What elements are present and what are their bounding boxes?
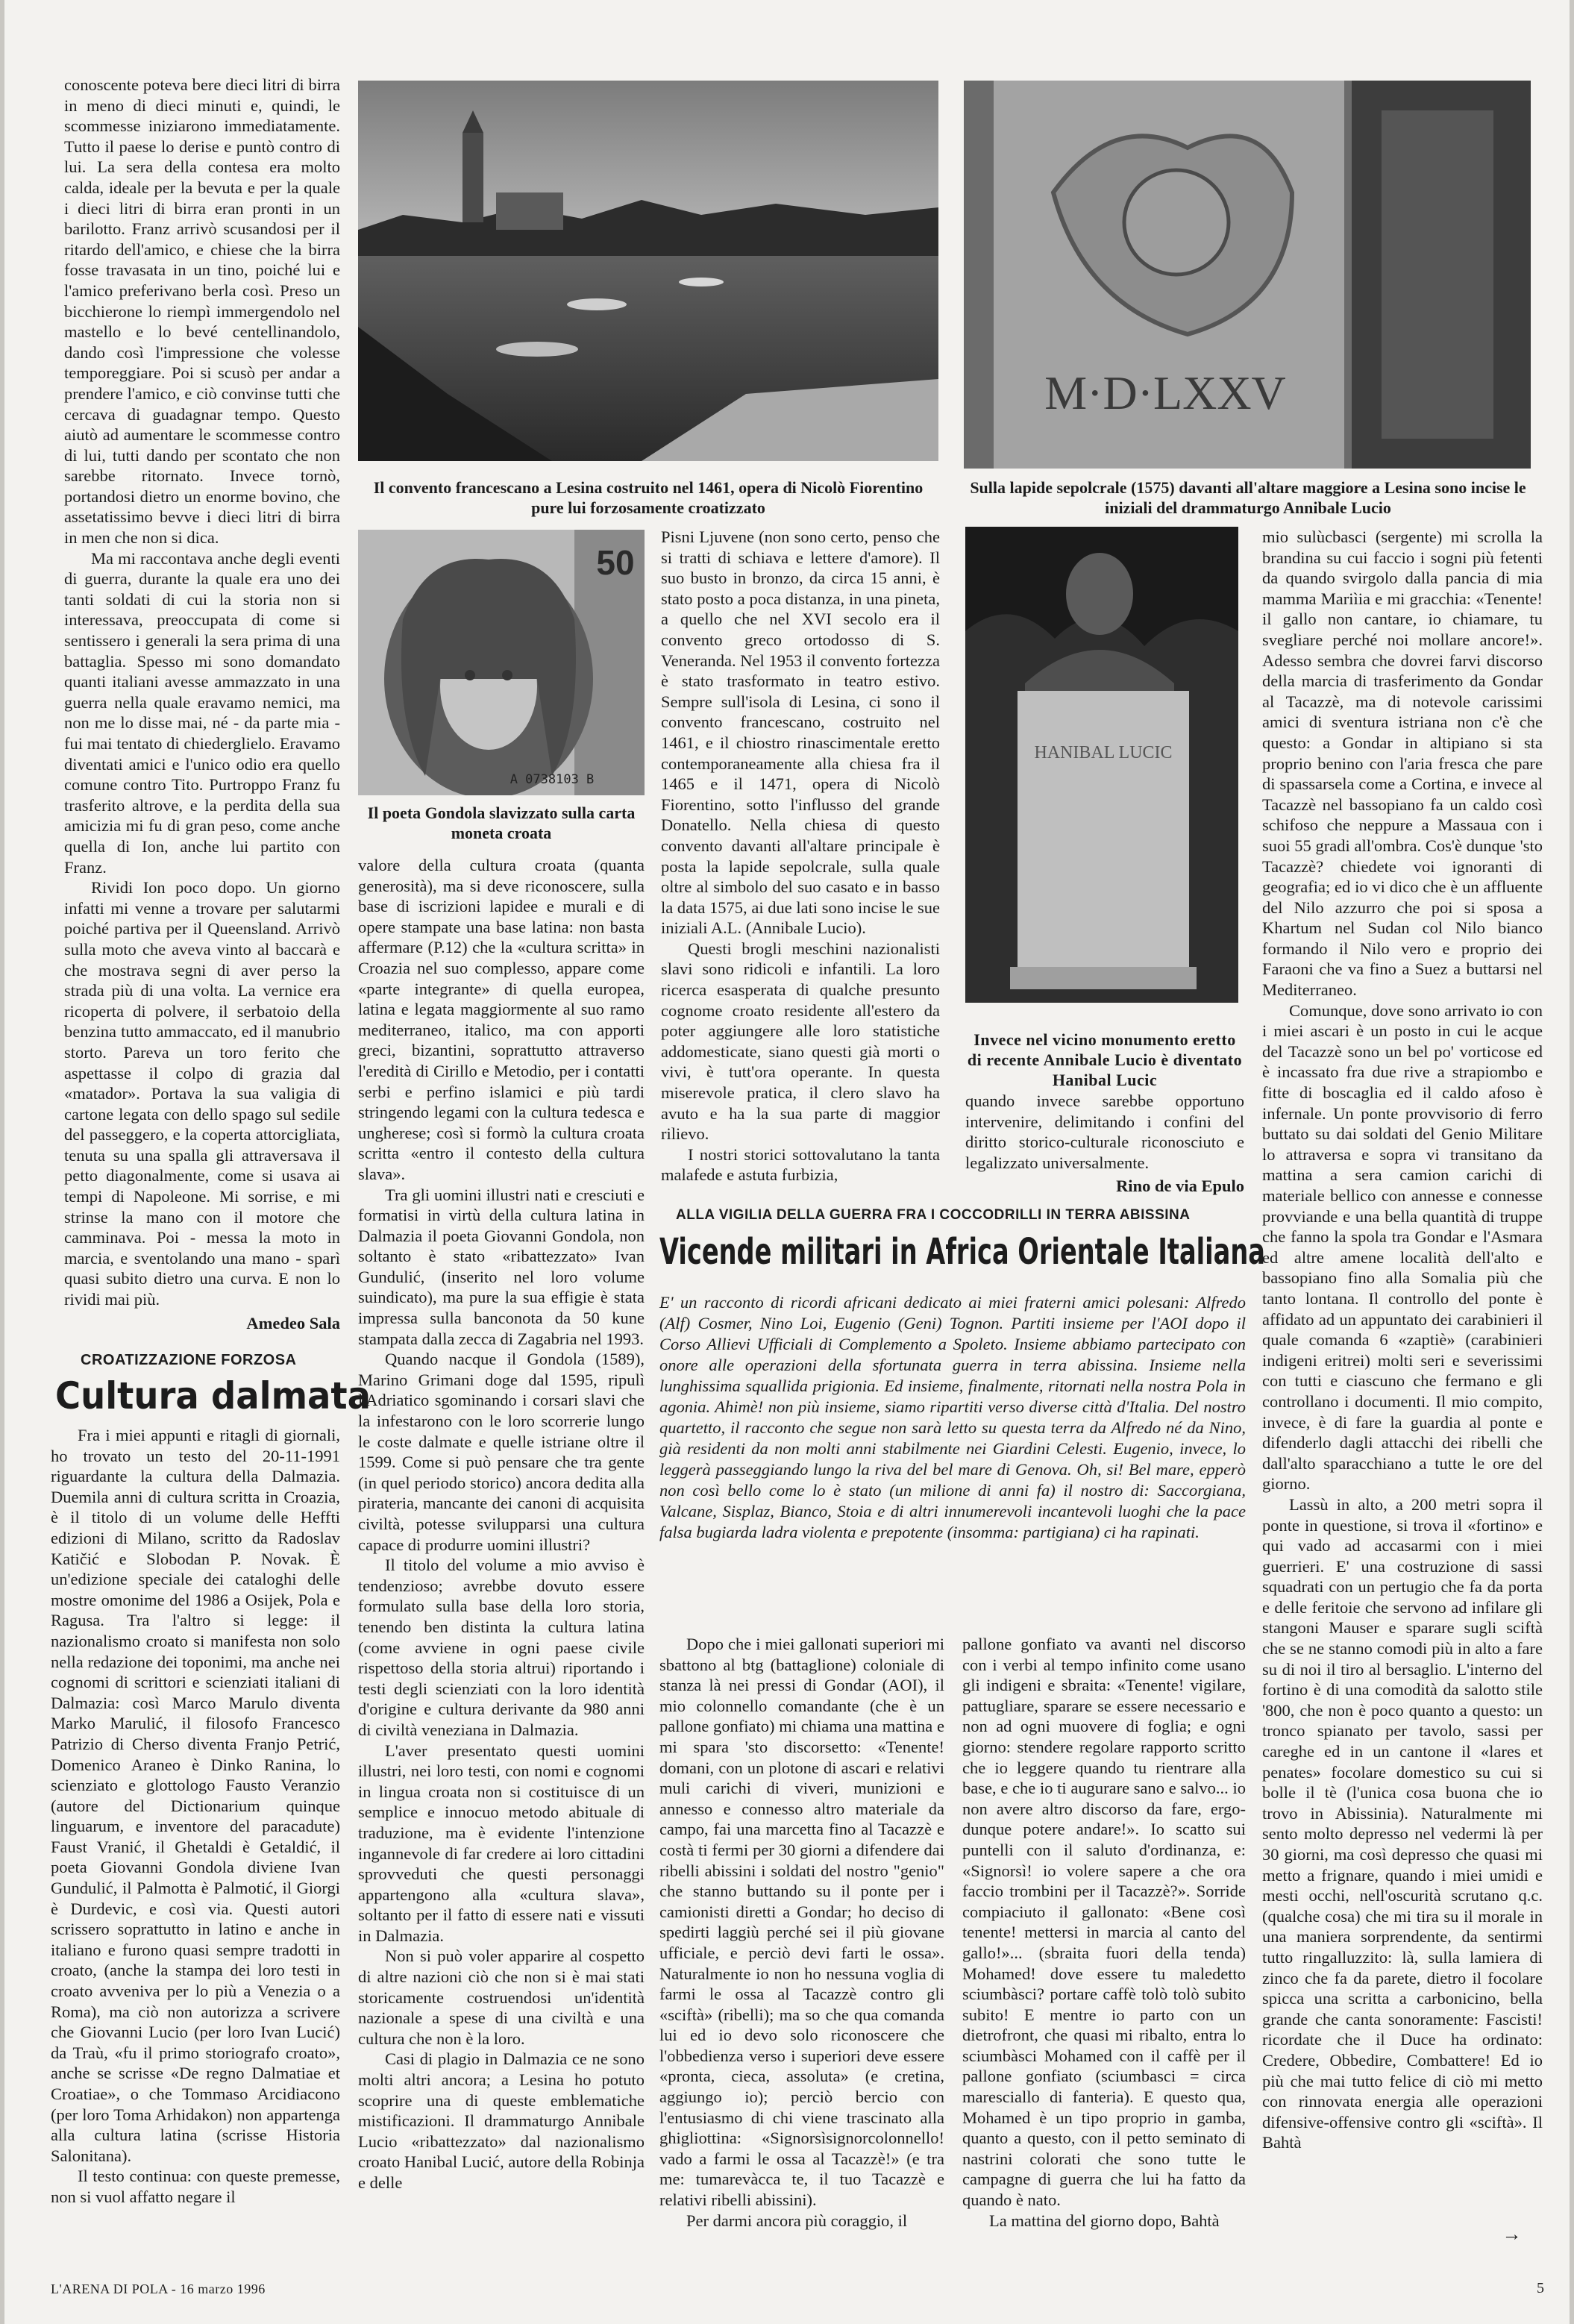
author-signature: Amedeo Sala bbox=[246, 1313, 340, 1332]
paragraph: Rividi Ion poco dopo. Un giorno infatti mi venne a trovare per salutarmi poiché partiva per il Queensland. Arrivò sulla moto che aveva vinto al baccarà e che mostrava segni di aver perso la strada più di una volta. La vernice era ricoperta di polvere, il serbatoio della benzina tutto ammaccato, ed il manubrio storto. Pareva un toro ferito che aspettasse il colpo di grazia dal «matador». Portava la sua valigia di cartone legata con dello spago sul sedile del passeggero, e la coperta attorcigliata, tenuta su una spalla gli attraversava il petto diagonalmente, come si usava ai tempi di Napoleone. Mi sorrise, e mi strinse la mano con il motore che camminava. Poi - messa la moto in marcia, e sventolando una mano - sparì quasi subito dietro una curva. E non lo rividi mai più. bbox=[64, 878, 340, 1309]
section-kicker: CROATIZZAZIONE FORZOSA bbox=[81, 1352, 297, 1368]
paragraph: Quando nacque il Gondola (1589), Marino Grimani doge dal 1595, ripulì l'Adriatico sgominando i corsari slavi che la infestarono con le loro scorrerie lungo le coste dalmate e quelle istriane oltre il 1599. Come si può pensare che tra gente (in quel periodo storico) ancora dedita alla pirateria, mancante dei canoni di acquisita civiltà, potesse svilupparsi una cultura capace di produrre uomini illustri? bbox=[358, 1350, 645, 1554]
paragraph: Per darmi ancora più coraggio, il bbox=[686, 2211, 908, 2230]
article-intro: E' un racconto di ricordi africani dedicato ai miei fraterni amici polesani: Alfredo (Alf) Cosmer, Nino Loi, Eugenio (Geni) Tognon. Partiti insieme per l'AOI dopo il Corso Allievi Ufficiali di Complemento a Spoleto. Insieme abbiamo partecipato con onore alle operazioni della sfortunata guerra in terra abissina. Insieme nella lunghissima squallida prigionia. Ed insieme, finalmente, ritornati nella nostra Pola in agonia. Ahimè! non più insieme, siamo ripartiti verso diverse città d'Italia. Del nostro quartetto, il racconto che segue non sarà letto su questa terra da Alfredo né da Nino, già residenti da non molti anni stabilmente nei Giardini Celesti. Eugenio, invece, lo leggerà passeggiando lungo la riva del bel mare di Genova. Oh, si! Bel mare, epperò non così bello come lo è stato (un milione di anni fa) il nostro di: Saccorgiana, Valcane, Sisplaz, Bianco, Stoia e di altri innumerevoli incantevoli luoghi che la pace falsa bugiarda ladra violenta e prepotente (insomma: partigiana) ci ha rapinati. bbox=[659, 1293, 1246, 1541]
publication-date: 16 marzo 1996 bbox=[180, 2281, 266, 2296]
convent-photo-caption: Il convento francescano a Lesina costruito nel 1461, opera di Nicolò Fiorentino pure lui forzosamente croatizzato bbox=[373, 478, 924, 517]
continue-arrow: → bbox=[1502, 2223, 1522, 2245]
paragraph: I nostri storici sottovalutano la tanta malafede e astuta furbizia, bbox=[661, 1144, 940, 1185]
paragraph: valore della cultura croata (quanta generosità), ma si deve riconoscere, sulla base di iscrizioni lapidee e murali e di opere stampate una base latina: non basta affermare (P.12) che la «cultura scritta» in Croazia nel suo complesso, appare come «parte integrante» di quella europea, latina e legata maggiormente al suo ramo mediterraneo, italico, ma con apporti greci, bizantini, soprattutto attraverso l'eredità di Cirillo e Metodio, per i contatti serbi e perfino islamici e più tardi stringendo legami con la cultura tedesca e ungherese; così si formò la cultura croata scritta «entro il contesto della cultura slava». bbox=[358, 856, 645, 1183]
paragraph: Non si può voler apparire al cospetto di altre nazioni ciò che non si è mai stati storicamente costruendosi un'identità nazionale a spese di una civiltà e una cultura che non è la loro. bbox=[358, 1946, 645, 2048]
paragraph: Fra i miei appunti e ritagli di giornali, ho trovato un testo del 20-11-1991 riguardante la cultura della Dalmazia. Duemila anni di cultura scritta in Croazia, è il titolo di un volume delle Heffti edizioni di Milano, scritto da Radoslav Katičić e Slobodan P. Novak. È un'edizione speciale dei cataloghi delle mostre omonime del 1986 a Osijek, Pola e Ragusa. Tra l'altro si legge: il nazionalismo croato si manifesta non solo nella redazione dei toponimi, ma anche nei cognomi di scrittori e scienziati italiani di Dalmazia: così Marco Marulo diventa Marko Marulić, il filosofo Francesco Patrizio di Cherso diventa Franjo Petrić, Domenico Araneo è Dinko Ranina, lo scienziato e glottologo Fausto Veranzio (autore del Dictionarium quinque linguarum, e inventore del paracadute) Faust Vranić, il Ghetaldi è Getaldić, il poeta Giovanni Gondola diviene Ivan Gundulić, il Palmotta è Palmotić, il Giorgi è Durdevic, e così via. Questi autori scrissero soprattutto in latino e anche in italiano e furono quasi sempre tradotti in croato, (anche la stampa dei loro testi in croato avveniva per lo più a Venezia o a Roma), ma ciò non autorizza a scrivere che Giovanni Lucio (per loro Ivan Lucić) da Traù, «fu il primo storiografo croato», anche se scrisse «De regno Dalmatiae et Croatiae», o che Tommaso Arcidiacono (per loro Toma Arhidakon) non appartenga alla cultura latina (scrisse Historia Salonitana). bbox=[51, 1426, 340, 2165]
article-headline: Cultura dalmata bbox=[55, 1374, 371, 1418]
article-3-column-1 bbox=[659, 1634, 944, 2231]
paragraph: Il testo continua: con queste premesse, non si vuol affatto negare il bbox=[51, 2167, 340, 2206]
tomb-slab-photo bbox=[964, 81, 1531, 469]
page-edge-right bbox=[1570, 0, 1574, 2324]
paragraph: Tra gli uomini illustri nati e cresciuti e formatisi in virtù della cultura latina in Dalmazia il poeta Giovanni Gondola, non soltanto è stato «ribattezzato» Ivan Gundulić, (inserito nel loro volume suindicato), ma pure la sua effigie è stata impressa sulla banconota da 50 kune stampata dalla zecca di Zagabria nel 1993. bbox=[358, 1185, 645, 1348]
paragraph: Ma mi raccontava anche degli eventi di guerra, durante la quale era uno dei tanti soldati di cui la storia non si interessava, preoccupata di come si sentissero i generali la sera prima di una battaglia. Spesso mi sono domandato quanti italiani avesse ammazzato in una guerra nella quale eravamo nemici, ma non me lo disse mai, né - da parte mia - fui mai tentato di chiederglielo. Eravamo diventati amici e l'unico odio era quello comune contro Tito. Purtroppo Franz fu trasferito altrove, e la perdita della sua amicizia mi fu di gran peso, come anche quella di Ion, anche lui partito con Franz. bbox=[64, 548, 340, 877]
article-3-column-3 bbox=[1262, 527, 1543, 2153]
paragraph: Comunque, dove sono arrivato io con i miei ascari è un posto in cui le acque del Tacazzè sono un bel po' vorticose ed è incassato fra due rive a strapiombo e fitte di boscaglia ed il caldo afoso è infernale. Un ponte provvisorio di ferro buttato su dai soldati del Genio Militare lo attraversa e sopra vi transitano da mattina a sera camion carichi di materiale bellico con annesse e connesse provviande e una bella quantità di truppe che fanno la spola tra Gondar e l'Asmara ed altre amene località dell'alto e bassopiano fino alla Somalia più che tanto lontana. Il controllo del ponte è affidato ad un appuntato dei carabinieri il quale comanda 6 «zaptiè» (carabinieri indigeni eritrei) molti seri e severissimi con tutti e ciascuno che fermano e gli controllano i documenti. Il mio compito, invece, è di fare la guardia al ponte e difenderlo dagli attacchi dei ribelli che dall'alto sparacchiano a tutte le ore del giorno. bbox=[1262, 1000, 1543, 1494]
article-headline: Vicende militari in Africa Orientale Italiana bbox=[659, 1231, 1265, 1273]
paragraph: La mattina del giorno dopo, Bahtà bbox=[989, 2211, 1220, 2230]
banknote-caption: Il poeta Gondola slavizzato sulla carta moneta croata bbox=[367, 804, 636, 842]
monument-inscription: HANIBAL LUCIC bbox=[1034, 743, 1173, 762]
paragraph: L'aver presentato questi uomini illustri, nei loro testi, con nomi e cognomi in lingua croata non si costituisce di un semplice e innocuo metodo abituale di traduzione, ma è evidente l'intenzione ingannevole di far credere ai loro cittadini sprovveduti che questi personaggi appartengono alla «cultura slava», soltanto per il fatto di essere nati e vissuti in Dalmazia. bbox=[358, 1741, 645, 1945]
convent-photo-image bbox=[358, 81, 938, 461]
article-2-column-4 bbox=[965, 1091, 1244, 1197]
banknote-serial: A 0738103 B bbox=[509, 772, 595, 787]
tomb-slab-image bbox=[964, 81, 1531, 469]
page-number: 5 bbox=[1537, 2280, 1545, 2296]
monument-caption: Invece nel vicino monumento eretto di recente Annibale Lucio è diventato Hanibal Lucic bbox=[967, 1030, 1243, 1089]
paragraph: conoscente poteva bere dieci litri di birra in meno di dieci minuti e, quindi, le scommesse iniziarono immediatamente. Tutto il paese lo derise e puntò contro di lui. La sera della contesa era molto calda, ideale per la bevuta e per la quale i dieci litri di birra eran pronti in un barilotto. Franz arrivò scusandosi per il ritardo dell'amico, e chiese che la birra fosse travasata in un tino, poiché lui e l'amico preferivano berla così. Preso un bicchierone lo riempì immergendolo nel mastello e lo bevé centellinandolo, dando così l'impressione che volesse temporeggiare. Poi si scusò per andar a prendere l'amico, e ciò convinse tutti che cercava di guadagnar tempo. Questo aiutò ad aumentare le scommesse contro di lui, tutti dando per scontato che non sarebbe ritornato. Invece tornò, portandosi dietro un enorme bovino, che assetatissimo bevve i dieci litri di birra in men che non si dica. bbox=[64, 75, 340, 548]
banknote-image bbox=[358, 530, 645, 795]
paragraph: quando invece sarebbe opportuno intervenire, delimitando i confini del diritto storico-culturale riconosciuto e legalizzato universalmente. bbox=[965, 1091, 1244, 1172]
monument-image bbox=[965, 527, 1238, 1003]
footer-separator: - bbox=[171, 2281, 181, 2296]
publication-name: L'ARENA DI POLA bbox=[51, 2281, 168, 2296]
section-kicker: ALLA VIGILIA DELLA GUERRA FRA I COCCODRILLI IN TERRA ABISSINA bbox=[676, 1207, 1191, 1223]
paragraph: Casi di plagio in Dalmazia ce ne sono molti altri ancora; a Lesina ho potuto scoprire una di queste emblematiche mistificazioni. Il drammaturgo Annibale Lucio «ribattezzato» dal nazionalismo croato Hanibal Lucić, autore della Robinja e delle bbox=[358, 2049, 645, 2192]
article-2-column-1 bbox=[51, 1425, 340, 2208]
paragraph: Dopo che i miei gallonati superiori mi sbattono al btg (battaglione) coloniale di stanza là nei pressi di Gondar (AOI), il mio colonnello comandante (che è un pallone gonfiato) mi chiama una mattina e mi spara 'sto discorsetto: «Tenente! domani, con un plotone di ascari e relativi muli carichi di viveri, munizioni e annesso e connesso altro materiale da campo, fai una marcetta fino al Tacazzè e costà ti fermi per 30 giorni a difendere dai ribelli abissini i soldati del nostro "genio" che stanno buttando su il ponte per i camionisti diretti a Gondar; ho deciso di spedirti laggiù perché sei il più giovane ufficiale, e perciò devi farti le ossa». Naturalmente io non ho nessuna voglia di farmi le ossa al Tacazzè contro gli «sciftà» (ribelli); ma so che qua comanda lui ed io devo solo riconoscere che l'obbedienza verso i superiori deve essere «pronta, cieca, assoluta» (e cretina, aggiungo io); perciò bercio con l'entusiasmo di chi viene trascinato alla ghigliottina: «Signorsìsignorcolonnello! vado a farmi le ossa al Tacazzè!» (e tra me: tumarevàcca te, il tuo Tacazzè e relativi ribelli abissini). bbox=[659, 1635, 944, 2210]
tomb-photo-caption: Sulla lapide sepolcrale (1575) davanti all'altare maggiore a Lesina sono incise le iniziali del drammaturgo Annibale Lucio bbox=[970, 478, 1526, 517]
newspaper-page bbox=[4, 0, 1570, 2324]
article-3-column-2 bbox=[962, 1634, 1246, 2231]
paragraph: Il titolo del volume a mio avviso è tendenzioso; avrebbe dovuto essere formulato sulla base della loro storia, tenendo ben distinta la cultura latina (come avviene in ogni paese civile rispettoso della storia altrui) riportando i testi degli scienziati con la loro identità d'origine e cultura derivante da 980 anni di civiltà veneziana in Dalmazia. bbox=[358, 1556, 645, 1739]
banknote-photo bbox=[358, 530, 645, 795]
page-footer bbox=[51, 2281, 266, 2297]
paragraph: pallone gonfiato va avanti nel discorso con i verbi al tempo infinito come usano gli indigeni e sbraita: «Tenente! vigilare, pattugliare, sparare se essere necessario e non ad ogni muovere di foglia; e ogni giorno: stendere regolare rapporto scritto che io leggere quando tu rientrare alla base, e che io ti augurare sano e salvo... io non avere altro discorso da fare, ergo-dunque potere andare!». Io scatto sui puntelli con il saluto d'ordinanza, e: «Signorsì! io volere sapere a che ora faccio trombini per il Tacazzè?». Sorride compiaciuto il gallonato: «Bene così tenente! mettersi in marcia al canto del gallo!»... (sbraita fuori della tenda) Mohamed! dove essere tu maledetto sciumbàsci? portare caffè tolò tolò subito subito! E mentre io parto con un dietrofront, che quasi mi ribalto, entra lo sciumbàsci Mohamed con il caffè per il pallone gonfiato (sciumbasci = circa maresciallo di fanteria). E questo qua, Mohamed è un tipo proprio in gamba, quanto a questo, con il petto seminato di nastrini colorati che sono tutte le campagne di guerra che lui ha fatto da quando è nato. bbox=[962, 1635, 1246, 2210]
banknote-denomination: 50 bbox=[596, 543, 635, 582]
paragraph: Pisni Ljuvene (non sono certo, penso che si tratti di schiava e lettere d'amore). Il suo busto in bronzo, da circa 15 anni, è stato posto a poca distanza, in una pineta, a quello che nel XVI secolo era il convento greco ortodosso di S. Veneranda. Nel 1953 il convento fortezza è stato trasformato in teatro estivo. Sempre sull'isola di Lesina, ci sono il convento francescano, costruito nel 1461, e il chiostro rinascimentale eretto contemporaneamente alla chiesa fra il 1465 e il 1471, opera di Nicolò Fiorentino, sotto l'influsso del grande Donatello. Nella chiesa di questo convento davanti all'altare principale è posta la lapide sepolcrale, sulla quale oltre al simbolo del suo casato e in basso la data 1575, ai due lati sono incise le sue iniziali A.L. (Annibale Lucio). bbox=[661, 527, 940, 938]
convent-photo bbox=[358, 81, 938, 461]
paragraph: Questi brogli meschini nazionalisti slavi sono ridicoli e infantili. La loro ricerca esasperata di qualche presunto cognome croato residente all'estero da poter aggiungere alle loro statistiche addomesticate, siano questi già morti o vivi, è tutt'ora operante. In questa miserevole pratica, il clero slavo ha avuto e ha la sua parte di maggior rilievo. bbox=[661, 939, 940, 1144]
monument-photo bbox=[965, 527, 1238, 1003]
paragraph: Lassù in alto, a 200 metri sopra il ponte in questione, si trova il «fortino» e qui vado ad accasarmi con i miei guerrieri. E' una costruzione di sassi squadrati con un pertugio che fa da porta e delle feritoie che servono ad infilare gli stangoni Mauser e sparare sugli sciftà che se ne stanno comodi più in alto a fare su di noi il tiro al bersaglio. L'interno del fortino è di una comodità da salotto stile '800, che non è poco quanto a questo: un tronco spianato per tavolo, sassi per careghe ed in un cantone il «lares et penates» focolare domestico su cui si bolle il tè (l'unica cosa buona che io trovo in Abissinia). Naturalmente mi sento molto depresso nel vedermi là per 30 giorni, ma così depresso che quasi mi metto a frignare, quando i miei umidi e mesti occhi, nell'oscurità scrutano q.c. (qualche cosa) che mi tira su il morale in una maniera sorprendente, da sentirmi tutto ringalluzzito: là, sulla lamiera di zinco che fa da parete, dietro il focolare spicca una scritta a carbonicino, bella grande che canta sonoramente: Fascisti! ricordate che il Duce ha ordinato: Credere, Obbedire, Combattere! Ed io più che mai tutto felice di ciò mi metto con rinnovata energia alle operazioni difensive-offensive contro gli «sciftà». Il Bahtà bbox=[1262, 1494, 1543, 2152]
paragraph: mio sulùcbasci (sergente) mi scrolla la brandina su cui faccio i sogni più fetenti da quando svirgolo dalla pancia di mia mamma Mariìia e mi gracchia: «Tenente! il gallo non cantare, io chiamare, tu svegliare perché noi mollare ancore!». Adesso sembra che dovrei farvi discorso della marcia di trasferimento da Gondar al Tacazzè, ma di notevole carissimi amici di sventura istriana non c'è che questo: a Gondar in altipiano si sta proprio benino con l'aria fresca che pare di spassarsela come a Cortina, e invece al Tacazzè nel bassopiano fa un caldo così schifoso che neppure a Massaua con i suoi 55 gradi all'ombra. Cos'è dunque 'sto Tacazzè? chiedete voi ignoranti di geografia; ed io vi dico che è un affluente del Nilo azzurro che poi si sposa a Khartum nel Sudan col Nilo bianco formando il Nilo vero e proprio dei Faraoni che va fino a Suez a buttarsi nel Mediterraneo. bbox=[1262, 527, 1543, 1000]
tomb-inscription: M·D·LXXV bbox=[1044, 366, 1286, 419]
column-1-text bbox=[64, 75, 340, 1333]
article-2-column-2 bbox=[358, 855, 645, 2193]
article-2-column-3 bbox=[661, 527, 940, 1186]
author-signature: Rino de via Epulo bbox=[1116, 1177, 1244, 1196]
